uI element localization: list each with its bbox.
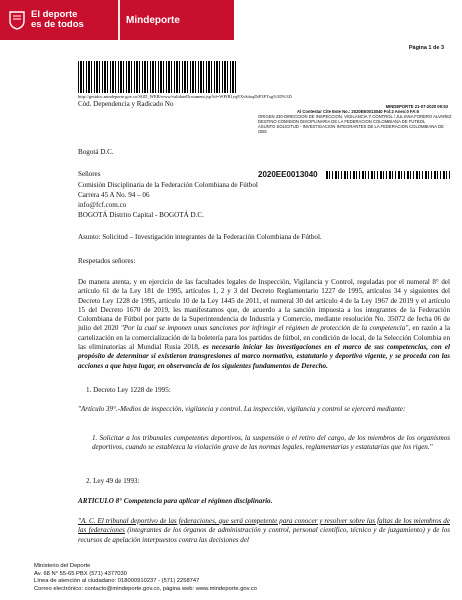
stamp-line-1: MINDEPORTE 21-07-2020 09:53 bbox=[385, 104, 448, 109]
article-8-underlined: "A. C. El tribunal deportivo de las federaciones, que será competente para conocer y resolver sobre las faltas de los miembros de las federaciones bbox=[78, 517, 450, 535]
footer-address: Av. 68 N° 55-65 PBX (571) 4377030 bbox=[34, 570, 127, 577]
letter-subject: Asunto: Solicitud – Investigación integrantes de la Federación Colombiana de Fútbol. bbox=[78, 233, 322, 241]
article-8-text bbox=[78, 517, 450, 545]
slogan-line-1: El deporte bbox=[31, 9, 78, 20]
document-barcode bbox=[78, 61, 238, 93]
body-paragraph-1 bbox=[78, 278, 450, 371]
slogan-line-2: es de todos bbox=[31, 19, 84, 30]
article-8-heading: ARTICULO 8° Competencia para aplicar el régimen disciplinario. bbox=[78, 497, 273, 505]
page-number: Página 1 de 3 bbox=[408, 45, 444, 51]
brand-name: Mindeporte bbox=[120, 0, 234, 40]
recipient-email: info@fcf.com.co bbox=[78, 201, 127, 209]
footer bbox=[34, 563, 257, 593]
dependency-code-label: Cód. Dependencia y Radicado No bbox=[78, 100, 174, 108]
footer-ministry: Ministerio del Deporte bbox=[34, 563, 91, 569]
body-p1-emphasis: es necesario iniciar las investigaciones en el marco de sus competencias, con el propósito de determinar si existieron transgresiones al marco normativo, estatutario y deportivo vigente, y se proceda con las acciones a que haya lugar, en observancia de los siguientes fundamentos de Derecho. bbox=[78, 343, 450, 370]
quote-article-39-item: 1. Solicitar a los tribunales competentes deportivos, la suspensión o el retiro del cargo, de los miembros de los organismos deportivos, cuando se establezca la violación grave de las normas legales, reglamentarias y estatutarias que los rigen." bbox=[92, 434, 450, 452]
barcode-url: http://gestdoc.mindeporte.gov.co/SGD_WEB/www/validateDocument.jsp?id=WPfR1yqEXsSdoqDtP3FTxg%3D%3D bbox=[78, 94, 292, 99]
recipient-city: BOGOTÁ Distrito Capital - BOGOTÁ D.C. bbox=[78, 211, 204, 219]
body-p1-text: De manera atenta, y en ejercicio de las facultades legales de Inspección, Vigilancia y Control, reguladas por el numeral 8° del artículo 61 de la Ley 181 de 1995, artículos 1, 2 y 3 del Decreto Reglamentario 1227 de 1995, artículos 34 y siguientes del Decreto Ley 1228 de 1995, artículo 10 de la Ley 1445 de 2011, el numeral 30 del artículo 4 de la Ley 1967 de 2019 y el artículo 15 del Decreto 1670 de 2019, les manifestamos que, de acuerdo a la sanción impuesta a los integrantes de la Federación Colombiana de Fútbol por parte de la Superintendencia de Industria y Comercio, mediante resolución No. 35072 de fecha 06 de julio del 2020 bbox=[78, 278, 450, 333]
letter-greeting: Respetados señores: bbox=[78, 257, 136, 265]
coat-of-arms-icon bbox=[8, 10, 26, 30]
city-date: Bogotá D.C. bbox=[78, 148, 114, 156]
stamp-line-2: Al Contestar Cite Este No.: 2020EE0013040 Fol:2 Anex:0 FA:6 bbox=[296, 109, 420, 114]
stamp-destination: DESTINO COMISION DISCIPLINARIA DE LA FEDERACION COLOMBIANA DE FUTBOL bbox=[258, 119, 426, 124]
recipient-address: Carrera 45 A No. 94 – 06 bbox=[78, 191, 150, 199]
footer-phone: Línea de atención al ciudadano: 018000910237 - (571) 2258747 bbox=[34, 578, 200, 585]
radicado-number: 2020EE0013040 bbox=[258, 170, 318, 179]
recipient-salutation: Señores bbox=[78, 170, 101, 178]
quote-article-39: "Artículo 39°.-Medios de inspección, vigilancia y control. La inspección, vigilancia y control se ejercerá mediante: bbox=[78, 405, 406, 413]
stamp-obs: OBS bbox=[258, 129, 267, 134]
recipient-name: Comisión Disciplinaria de la Federación Colombiana de Fútbol bbox=[78, 181, 258, 189]
body-p1-text-2: , en razón a la cartelización en la comercialización de la boletería para los partidos de fútbol, en condición de local, de la Selección Colombia en las eliminatorias al Mundial Rusia 2018, bbox=[78, 324, 450, 352]
article-8-rest: (integrantes de los órganos de administración y control, personal científico, técnico y de juzgamiento) y de los recursos de apelación interpuestos contra las decisiones del bbox=[78, 526, 451, 544]
list-item-decreto: 1. Decreto Ley 1228 de 1995: bbox=[86, 386, 171, 394]
list-item-ley: 2. Ley 49 de 1993: bbox=[86, 477, 140, 485]
radicado-barcode bbox=[326, 171, 450, 179]
footer-contact: Correo electrónico: contacto@mindeporte.gov.co, página web: www.mindeporte.gov.co bbox=[34, 585, 257, 592]
body-p1-quote: "Por la cual se imponen unas sanciones por infringir el régimen de protección de la competencia" bbox=[120, 324, 409, 333]
header-banner bbox=[0, 0, 462, 40]
stamp-subject: ASUNTO SOLICITUD - INVESTIGACION INTEGRANTES DE LA FEDERACION COLOMBIANA DE bbox=[258, 124, 444, 129]
stamp-origin: ORIGEN 330-DIRECCION DE INSPECCION, VIGILANCIA Y CONTROL / JULIANA FORERO ALVAREZ bbox=[258, 114, 452, 119]
government-logo-block bbox=[0, 0, 118, 40]
